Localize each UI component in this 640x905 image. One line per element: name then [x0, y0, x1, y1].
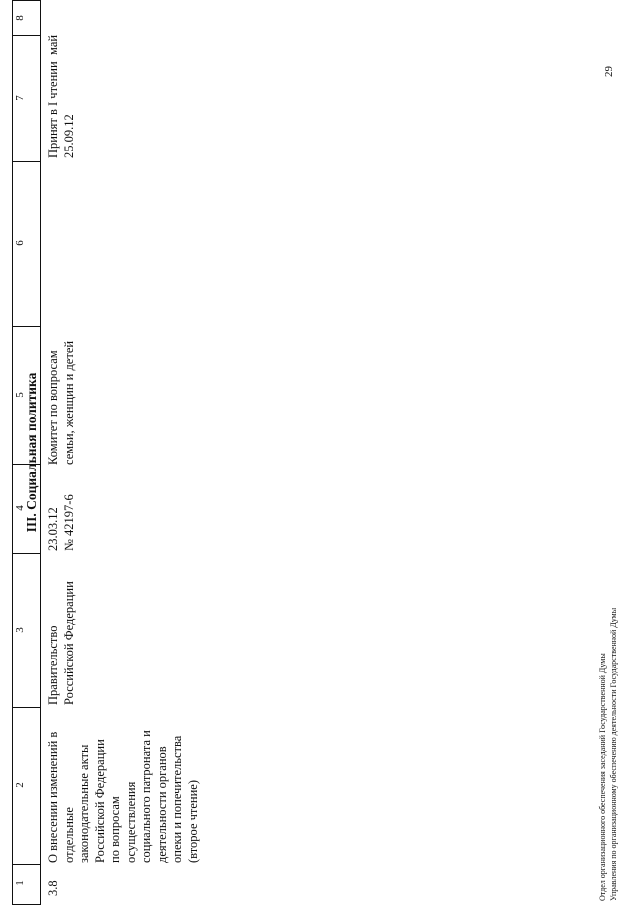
row-title: О внесении изменений в отдельные законодательные акты Российской Федерации по вопросам осуществления социального патроната и деятельности органов опеки и попечительства (второе чтение) — [46, 730, 200, 863]
header-number-4: 4 — [14, 505, 26, 511]
header-number-6: 6 — [14, 240, 26, 246]
row-number: 3.8 — [46, 880, 60, 896]
header-number-5: 5 — [14, 392, 26, 398]
header-number-2: 2 — [14, 782, 26, 788]
header-number-8: 8 — [14, 15, 26, 21]
row-committee: Комитет по вопросам семьи, женщин и детей — [46, 340, 76, 465]
row-initiator: Правительство Российской Федерации — [46, 581, 76, 705]
header-top-border — [12, 0, 13, 905]
section-title: III. Социальная политика — [24, 372, 39, 533]
header-bottom-border — [40, 0, 41, 905]
footer-line-2: Управления по организационному обеспечению деятельности Государственной Думы — [609, 607, 618, 901]
header-number-3: 3 — [14, 627, 26, 633]
row-date-number: 23.03.12 № 42197-6 — [46, 494, 76, 551]
row-status: Принят в I чтении 25.09.12 — [46, 61, 76, 158]
page-number: 29 — [603, 66, 615, 77]
row-period: май — [46, 34, 60, 55]
header-number-1: 1 — [14, 880, 26, 886]
header-number-7: 7 — [14, 95, 26, 101]
footer-line-1: Отдел организационного обеспечения заседаний Государственной Думы — [598, 653, 607, 901]
